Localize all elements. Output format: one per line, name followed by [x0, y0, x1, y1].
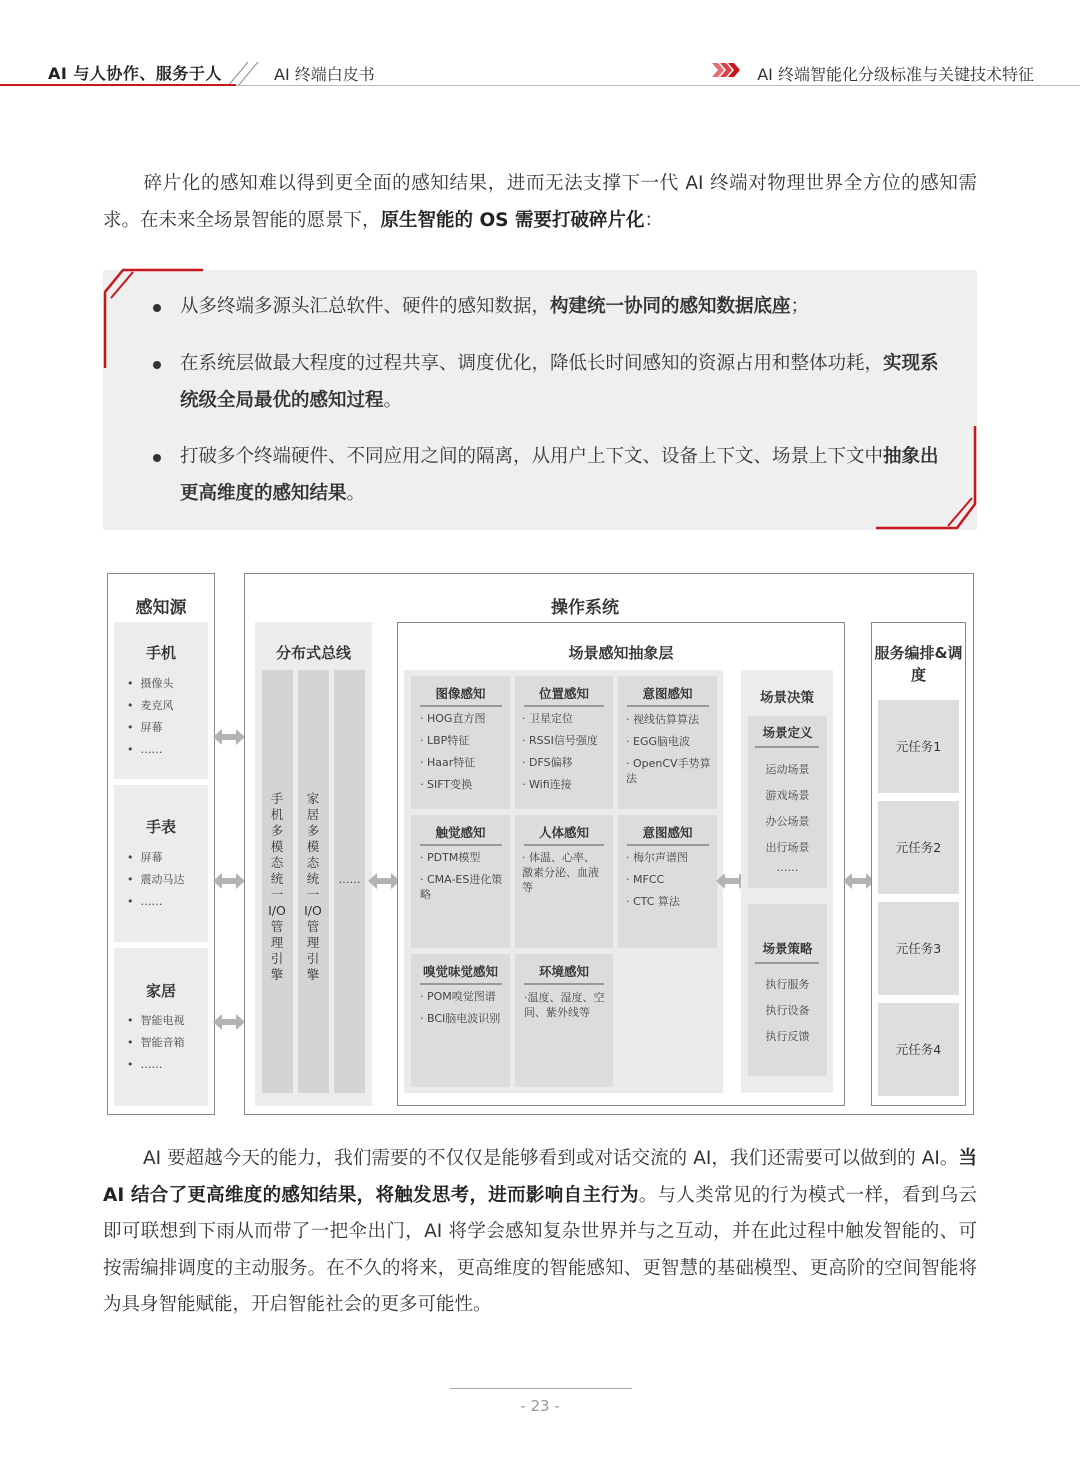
device-item: ……: [140, 1058, 163, 1071]
module-item: RSSI信号强度: [529, 734, 598, 747]
device-name: 家居: [145, 982, 176, 1000]
intro-paragraph: [103, 166, 977, 239]
intro-tail: ：: [644, 209, 663, 231]
device-items: • 摄像头 • 麦克风 • 屏幕 • ……: [127, 677, 174, 756]
header-doc-title: AI 终端白皮书: [274, 65, 375, 84]
perception-source-title: 感知源: [135, 598, 187, 618]
module-item: SIFT变换: [427, 778, 473, 791]
double-arrow-icon: [213, 729, 245, 745]
device-item: ……: [140, 895, 163, 908]
device-item: 麦克风: [140, 699, 174, 712]
module-underline: [627, 705, 709, 707]
bullet-item: [153, 346, 943, 422]
header-left-title: AI 与人协作、服务于人: [48, 64, 222, 83]
module-items: ·温度、湿度、空间、紫外线等: [524, 991, 605, 1019]
meta-task: 元任务2: [878, 801, 959, 894]
module-item: DFS偏移: [529, 756, 573, 769]
outro-text: AI 要超越今天的能力，我们需要的不仅仅是能够看到或对话交流的 AI，我们还需要可以做到的 AI。: [143, 1148, 959, 1169]
module-items: · HOG直方图 · LBP特征 · Haar特征 · SIFT变换: [420, 712, 486, 791]
bullet-text: 从多终端多源头汇总软件、硬件的感知数据，: [180, 296, 551, 317]
bullet-dot: [153, 454, 161, 462]
device-item: ……: [140, 743, 163, 756]
double-arrow-icon: [213, 1014, 245, 1030]
module-items: · PDTM模型 · CMA-ES进化策略: [420, 851, 503, 901]
bullet-bold: 实现系统级全局最优的感知过程: [180, 353, 939, 411]
service-orchestration-title: 服务编排&调度: [874, 644, 963, 684]
bullet-item: [153, 439, 943, 515]
intro-bold-text: 原生智能的 OS 需要打破碎片化: [380, 209, 645, 231]
module-item: CTC 算法: [633, 895, 680, 908]
module-title: 触觉感知: [435, 825, 486, 840]
device-item: 摄像头: [140, 677, 174, 690]
module-item: CMA-ES进化策略: [420, 873, 503, 901]
bullet-dot: [153, 361, 161, 369]
module-title: 人体感知: [538, 825, 589, 840]
outro-bold-text: 当 AI 结合了更高维度的感知结果，将触发思考，进而影响自主行为: [103, 1148, 977, 1206]
bullet-bold: 抽象出更高维度的感知结果: [180, 446, 939, 504]
module-item: HOG直方图: [427, 712, 486, 725]
scene-decision-title: 场景决策: [760, 690, 814, 706]
module-underline: [524, 844, 604, 846]
device-items: • 智能电视 • 智能音箱 • ……: [127, 1014, 185, 1071]
double-arrow-icon: [213, 873, 245, 889]
scene-definition-item: 运动场景: [765, 763, 810, 776]
scene-strategy-title: 场景策略: [762, 941, 813, 956]
module-underline: [524, 983, 604, 985]
module-title: 意图感知: [642, 825, 693, 840]
bullet-tail: 。: [346, 482, 366, 504]
device-item: 智能音箱: [140, 1036, 185, 1049]
module-title: 嗅觉味觉感知: [422, 964, 498, 979]
meta-task: 元任务1: [878, 700, 959, 793]
scene-strategy-item: 执行设备: [765, 1004, 810, 1017]
scene-definition-item: 游戏场景: [765, 789, 810, 802]
scene-strategy-underline: [755, 962, 819, 964]
header-section-title: AI 终端智能化分级标准与关键技术特征: [757, 65, 1034, 84]
meta-task: 元任务4: [878, 1003, 959, 1096]
intro-text: 碎片化的感知难以得到更全面的感知结果，进而无法支撑下一代 AI 终端对物理世界全方位的感知需求。在未来全场景智能的愿景下，: [103, 173, 977, 231]
module-item: MFCC: [633, 873, 665, 886]
page-number: - 23 -: [520, 1397, 560, 1415]
module-underline: [420, 705, 502, 707]
chevron-icon: [712, 63, 742, 77]
module-title: 图像感知: [435, 686, 486, 701]
bullet-item: [153, 289, 943, 329]
bullet-tail: ；: [790, 296, 810, 317]
bus-column-label: 家居多模态统一I/O管理引擎: [304, 791, 322, 982]
device-item: 屏幕: [140, 721, 163, 734]
module-item: OpenCV手势算法: [626, 757, 711, 785]
module-underline: [524, 705, 604, 707]
device-item: 智能电视: [140, 1014, 185, 1027]
bullet-bold: 构建统一协同的感知数据底座: [550, 296, 791, 317]
module-items: · 梅尔声谱图 · MFCC · CTC 算法: [626, 851, 688, 908]
bullet-text: 在系统层做最大程度的过程共享、调度优化，降低长时间感知的资源占用和整体功耗，: [180, 353, 884, 374]
header-accent-line: [0, 84, 236, 86]
module-item: 卫星定位: [529, 712, 573, 725]
device-item: 震动马达: [140, 873, 185, 886]
module-item: EGG脑电波: [633, 735, 690, 748]
module-items: · 视线估算算法 · EGG脑电波 · OpenCV手势算法: [626, 713, 711, 785]
module-item: LBP特征: [427, 734, 470, 747]
module-item: 温度、湿度、空间、紫外线等: [524, 991, 605, 1019]
abstraction-layer-title: 场景感知抽象层: [568, 644, 674, 662]
module-title: 意图感知: [642, 686, 693, 701]
bus-column-label: 手机多模态统一I/O管理引擎: [268, 791, 286, 982]
module-underline: [420, 844, 502, 846]
scene-definition-underline: [755, 746, 819, 748]
device-item: 屏幕: [140, 851, 163, 864]
module-item: 视线估算算法: [633, 713, 699, 726]
double-arrow-icon: [368, 873, 400, 889]
scene-definition-title: 场景定义: [762, 725, 813, 740]
outro-tail: 。与人类常见的行为模式一样，看到乌云即可联想到下雨从而带了一把伞出门，AI 将学会感知复杂世界并与之互动，并在此过程中触发智能的、可按需编排调度的主动服务。在不久的将来，更高维度的智能感知、更智慧的基础模型、更高阶的空间智能将为具身智能赋能，开启智能社会的更多可能性。: [103, 1184, 977, 1315]
device-name: 手表: [145, 818, 176, 836]
scene-strategy-item: 执行反馈: [765, 1030, 810, 1043]
bullet-text: 打破多个终端硬件、不同应用之间的隔离，从用户上下文、设备上下文、场景上下文中: [180, 446, 884, 467]
module-items: · 体温、心率、激素分泌、血液等: [522, 851, 599, 894]
scene-definition-items: [748, 757, 827, 875]
meta-task: 元任务3: [878, 902, 959, 995]
device-items: • 屏幕 • 震动马达 • ……: [127, 851, 185, 908]
module-item: Haar特征: [427, 756, 476, 769]
scene-strategy-item: 执行服务: [765, 978, 810, 991]
scene-definition-item: 出行场景: [765, 841, 810, 854]
bus-column-label: ……: [338, 873, 361, 886]
module-item: 体温、心率、激素分泌、血液等: [522, 851, 599, 894]
module-underline: [420, 983, 502, 985]
outro-paragraph: [103, 1141, 977, 1324]
scene-definition-item: 办公场景: [765, 815, 810, 828]
device-name: 手机: [145, 644, 176, 662]
footer-divider: [450, 1388, 632, 1389]
module-title: 位置感知: [538, 686, 589, 701]
distributed-bus-title: 分布式总线: [275, 644, 351, 662]
module-title: 环境感知: [538, 964, 589, 979]
module-item: 梅尔声谱图: [633, 851, 688, 864]
module-item: Wifi连接: [529, 778, 572, 791]
operating-system-title: 操作系统: [551, 598, 619, 618]
bullet-tail: 。: [383, 389, 403, 411]
bullet-dot: [153, 304, 161, 312]
module-items: · 卫星定位 · RSSI信号强度 · DFS偏移 · Wifi连接: [522, 712, 598, 791]
module-underline: [627, 844, 709, 846]
scene-strategy-items: [748, 972, 827, 1050]
module-item: BCI脑电波识别: [427, 1012, 501, 1025]
module-item: POM嗅觉图谱: [427, 990, 496, 1003]
scene-definition-item: ……: [776, 861, 799, 874]
module-items: · POM嗅觉图谱 · BCI脑电波识别: [420, 990, 501, 1025]
module-item: PDTM模型: [427, 851, 481, 864]
